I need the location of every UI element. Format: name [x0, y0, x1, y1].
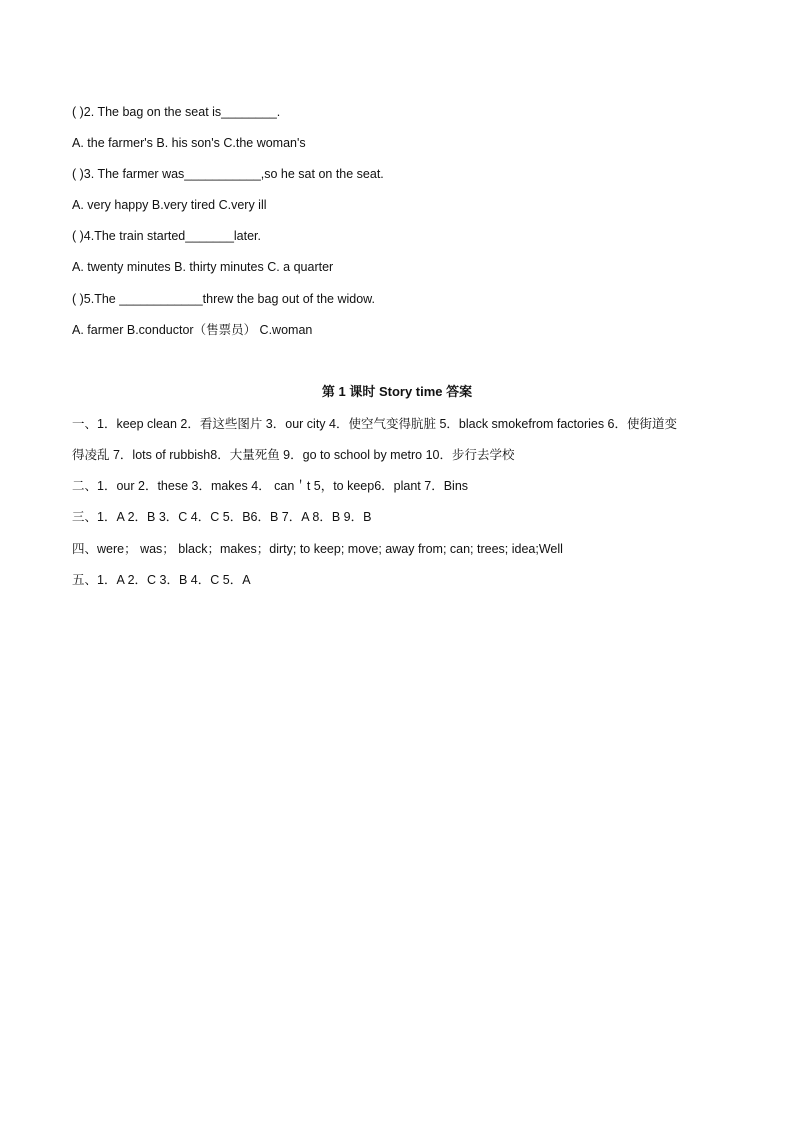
question-3-stem: ( )3. The farmer was___________,so he sat on the seat. — [72, 167, 384, 181]
question-2-options: A. the farmer's B. his son's C.the woman's — [72, 136, 306, 150]
answer-line-5: 四、were； was； black；makes；dirty; to keep; move; away from; can; trees; idea;Well — [72, 542, 563, 556]
answer-line-4: 三、1．A 2．B 3．C 4．C 5．B6．B 7．A 8．B 9．B — [72, 510, 372, 524]
answer-line-1: 一、1．keep clean 2．看这些图片 3．our city 4．使空气变得肮脏 5．black smokefrom factories 6．使街道变 — [72, 417, 678, 431]
question-4-stem: ( )4.The train started_______later. — [72, 229, 262, 243]
question-5-options: A. farmer B.conductor（售票员） C.woman — [72, 323, 313, 337]
answer-line-6: 五、1．A 2．C 3．B 4．C 5．A — [72, 573, 251, 587]
answer-line-3: 二、1．our 2．these 3．makes 4． can＇t 5，to keep6．plant 7．Bins — [72, 479, 469, 493]
question-3-options: A. very happy B.very tired C.very ill — [72, 198, 267, 212]
question-4-options: A. twenty minutes B. thirty minutes C. a quarter — [72, 260, 334, 274]
question-2-stem: ( )2. The bag on the seat is________. — [72, 105, 281, 119]
answer-section-title: 第 1 课时 Story time 答案 — [321, 384, 473, 399]
answer-line-2: 得凌乱 7．lots of rubbish8．大量死鱼 9．go to school by metro 10．步行去学校 — [72, 448, 515, 462]
question-5-stem: ( )5.The ____________threw the bag out of the widow. — [72, 292, 375, 306]
